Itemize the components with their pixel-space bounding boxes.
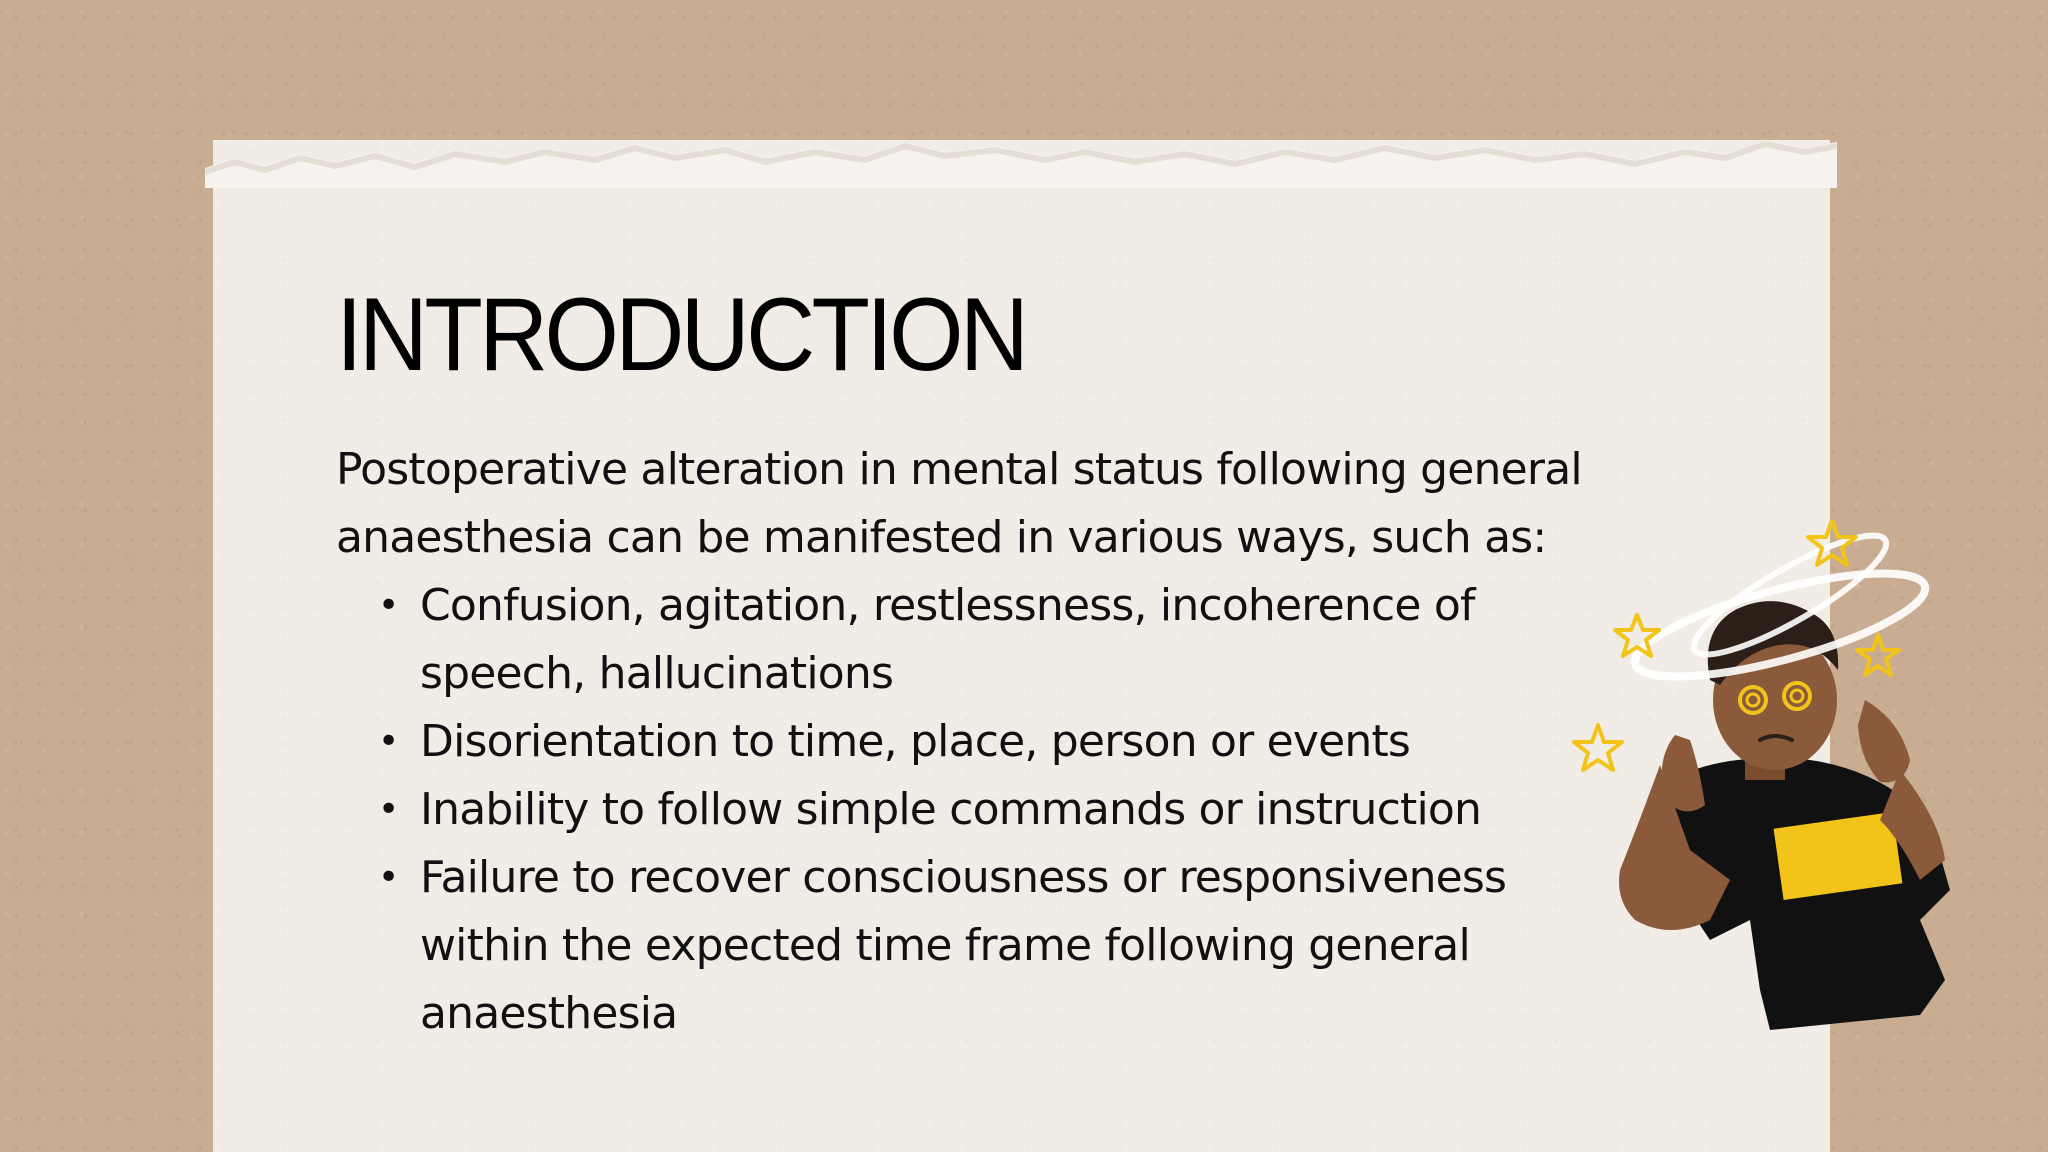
slide-title: INTRODUCTION [336,277,1026,393]
intro-paragraph: Postoperative alteration in mental status following general anaesthesia can be manifested in various ways, such as: [336,444,1582,563]
symptom-list [420,572,1600,1048]
list-item: • Inability to follow simple commands or instruction [420,776,1600,844]
dizzy-person-icon [1560,520,1960,1040]
list-item: • Disorientation to time, place, person or events [420,708,1600,776]
list-item: • Failure to recover consciousness or responsiveness within the expected time frame following general anaesthesia [420,844,1600,1048]
torn-paper-edge [205,128,1837,188]
list-item: • Confusion, agitation, restlessness, incoherence of speech, hallucinations [420,572,1600,708]
